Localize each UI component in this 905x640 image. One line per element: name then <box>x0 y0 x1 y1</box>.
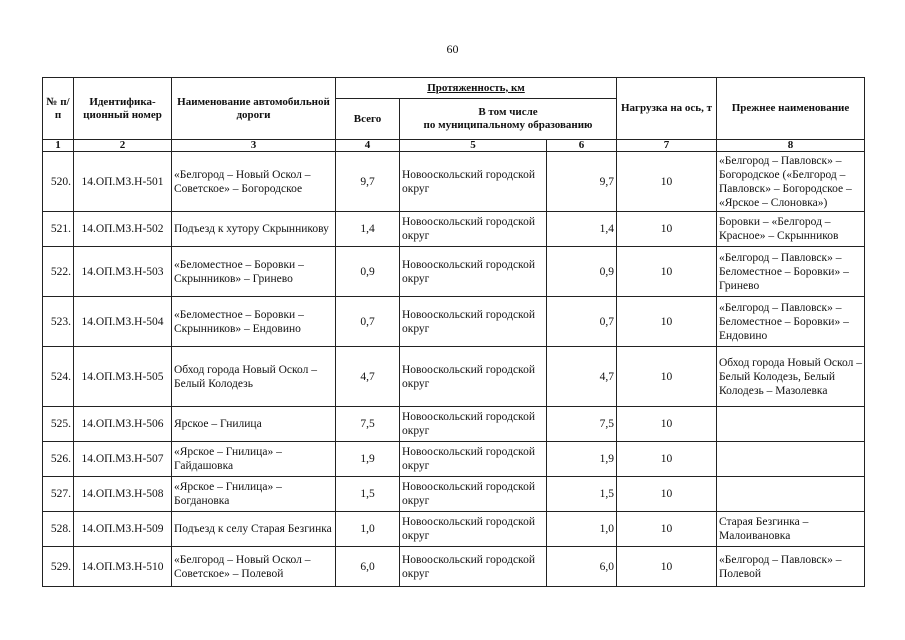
road-id: 14.ОП.МЗ.Н-504 <box>74 297 172 347</box>
road-name: Обход города Новый Оскол – Белый Колодезь <box>172 347 336 407</box>
axle-load: 10 <box>617 547 717 587</box>
road-name: Подъезд к хутору Скрынникову <box>172 212 336 247</box>
table-row <box>43 247 865 297</box>
length-total: 1,9 <box>336 442 400 477</box>
axle-load: 10 <box>617 297 717 347</box>
header-including-line2: по муниципальному образованию <box>423 119 593 131</box>
municipality: Новооскольский городской округ <box>400 152 547 212</box>
length-municipal: 9,7 <box>547 152 617 212</box>
row-number: 528. <box>43 512 74 547</box>
length-total: 9,7 <box>336 152 400 212</box>
length-municipal: 1,4 <box>547 212 617 247</box>
road-id: 14.ОП.МЗ.Н-509 <box>74 512 172 547</box>
length-municipal: 0,7 <box>547 297 617 347</box>
table-row <box>43 512 865 547</box>
road-id: 14.ОП.МЗ.Н-501 <box>74 152 172 212</box>
table-row <box>43 442 865 477</box>
length-municipal: 6,0 <box>547 547 617 587</box>
road-name: «Ярское – Гнилица» – Богдановка <box>172 477 336 512</box>
length-total: 0,9 <box>336 247 400 297</box>
column-number: 7 <box>617 140 717 152</box>
municipality: Новооскольский городской округ <box>400 347 547 407</box>
road-name: Ярское – Гнилица <box>172 407 336 442</box>
axle-load: 10 <box>617 477 717 512</box>
previous-name: «Белгород – Павловск» – Беломестное – Боровки» – Гринево <box>717 247 865 297</box>
column-number: 4 <box>336 140 400 152</box>
length-municipal: 1,0 <box>547 512 617 547</box>
column-number: 6 <box>547 140 617 152</box>
row-number: 523. <box>43 297 74 347</box>
row-number: 522. <box>43 247 74 297</box>
municipality: Новооскольский городской округ <box>400 547 547 587</box>
axle-load: 10 <box>617 442 717 477</box>
axle-load: 10 <box>617 407 717 442</box>
header-axle-load: Нагрузка на ось, т <box>617 78 717 140</box>
table-row <box>43 152 865 212</box>
page-number: 60 <box>446 42 459 56</box>
table-body <box>43 152 865 587</box>
road-name: «Ярское – Гнилица» – Гайдашовка <box>172 442 336 477</box>
axle-load: 10 <box>617 212 717 247</box>
row-number: 520. <box>43 152 74 212</box>
municipality: Новооскольский городской округ <box>400 297 547 347</box>
road-name: «Беломестное – Боровки – Скрынников» – Гринево <box>172 247 336 297</box>
table-row <box>43 547 865 587</box>
row-number: 529. <box>43 547 74 587</box>
length-municipal: 4,7 <box>547 347 617 407</box>
header-total: Всего <box>336 99 400 140</box>
previous-name: Старая Безгинка – Малоивановка <box>717 512 865 547</box>
length-municipal: 1,9 <box>547 442 617 477</box>
header-including <box>400 99 617 140</box>
header-length-group: Протяженность, км <box>336 78 617 99</box>
header-id: Идентифика-ционный номер <box>74 78 172 140</box>
previous-name <box>717 442 865 477</box>
column-number-row <box>43 140 865 152</box>
column-number: 8 <box>717 140 865 152</box>
road-name: «Белгород – Новый Оскол – Советское» – Богородское <box>172 152 336 212</box>
road-id: 14.ОП.МЗ.Н-507 <box>74 442 172 477</box>
municipality: Новооскольский городской округ <box>400 407 547 442</box>
previous-name <box>717 477 865 512</box>
table-row <box>43 407 865 442</box>
header-previous-name: Прежнее наименование <box>717 78 865 140</box>
length-total: 6,0 <box>336 547 400 587</box>
municipality: Новооскольский городской округ <box>400 512 547 547</box>
previous-name: Обход города Новый Оскол – Белый Колодезь, Белый Колодезь – Мазолевка <box>717 347 865 407</box>
road-name: «Белгород – Новый Оскол – Советское» – Полевой <box>172 547 336 587</box>
length-municipal: 7,5 <box>547 407 617 442</box>
row-number: 526. <box>43 442 74 477</box>
table-row <box>43 212 865 247</box>
length-municipal: 1,5 <box>547 477 617 512</box>
previous-name <box>717 407 865 442</box>
previous-name: «Белгород – Павловск» – Богородское («Белгород – Павловск» – Богородское – «Ярское – Слоновка») <box>717 152 865 212</box>
row-number: 527. <box>43 477 74 512</box>
axle-load: 10 <box>617 347 717 407</box>
axle-load: 10 <box>617 152 717 212</box>
previous-name: Боровки – «Белгород – Красное» – Скрынников <box>717 212 865 247</box>
header-including-line1: В том числе <box>478 106 538 118</box>
header-row-1 <box>43 78 865 99</box>
table-row <box>43 297 865 347</box>
length-total: 7,5 <box>336 407 400 442</box>
municipality: Новооскольский городской округ <box>400 212 547 247</box>
road-id: 14.ОП.МЗ.Н-510 <box>74 547 172 587</box>
previous-name: «Белгород – Павловск» – Полевой <box>717 547 865 587</box>
length-total: 0,7 <box>336 297 400 347</box>
column-number: 1 <box>43 140 74 152</box>
road-id: 14.ОП.МЗ.Н-503 <box>74 247 172 297</box>
column-number: 3 <box>172 140 336 152</box>
previous-name: «Белгород – Павловск» – Беломестное – Боровки» – Ендовино <box>717 297 865 347</box>
table-row <box>43 347 865 407</box>
row-number: 521. <box>43 212 74 247</box>
road-name: Подъезд к селу Старая Безгинка <box>172 512 336 547</box>
length-total: 1,0 <box>336 512 400 547</box>
road-id: 14.ОП.МЗ.Н-505 <box>74 347 172 407</box>
length-total: 1,5 <box>336 477 400 512</box>
road-id: 14.ОП.МЗ.Н-502 <box>74 212 172 247</box>
municipality: Новооскольский городской округ <box>400 247 547 297</box>
column-number: 2 <box>74 140 172 152</box>
municipality: Новооскольский городской округ <box>400 477 547 512</box>
axle-load: 10 <box>617 247 717 297</box>
length-total: 4,7 <box>336 347 400 407</box>
road-name: «Беломестное – Боровки – Скрынников» – Ендовино <box>172 297 336 347</box>
row-number: 524. <box>43 347 74 407</box>
row-number: 525. <box>43 407 74 442</box>
table-row <box>43 477 865 512</box>
roads-table <box>42 77 865 587</box>
municipality: Новооскольский городской округ <box>400 442 547 477</box>
length-total: 1,4 <box>336 212 400 247</box>
column-number: 5 <box>400 140 547 152</box>
road-id: 14.ОП.МЗ.Н-506 <box>74 407 172 442</box>
road-id: 14.ОП.МЗ.Н-508 <box>74 477 172 512</box>
axle-load: 10 <box>617 512 717 547</box>
length-municipal: 0,9 <box>547 247 617 297</box>
header-road-name: Наименование автомобильной дороги <box>172 78 336 140</box>
header-no: № п/п <box>43 78 74 140</box>
